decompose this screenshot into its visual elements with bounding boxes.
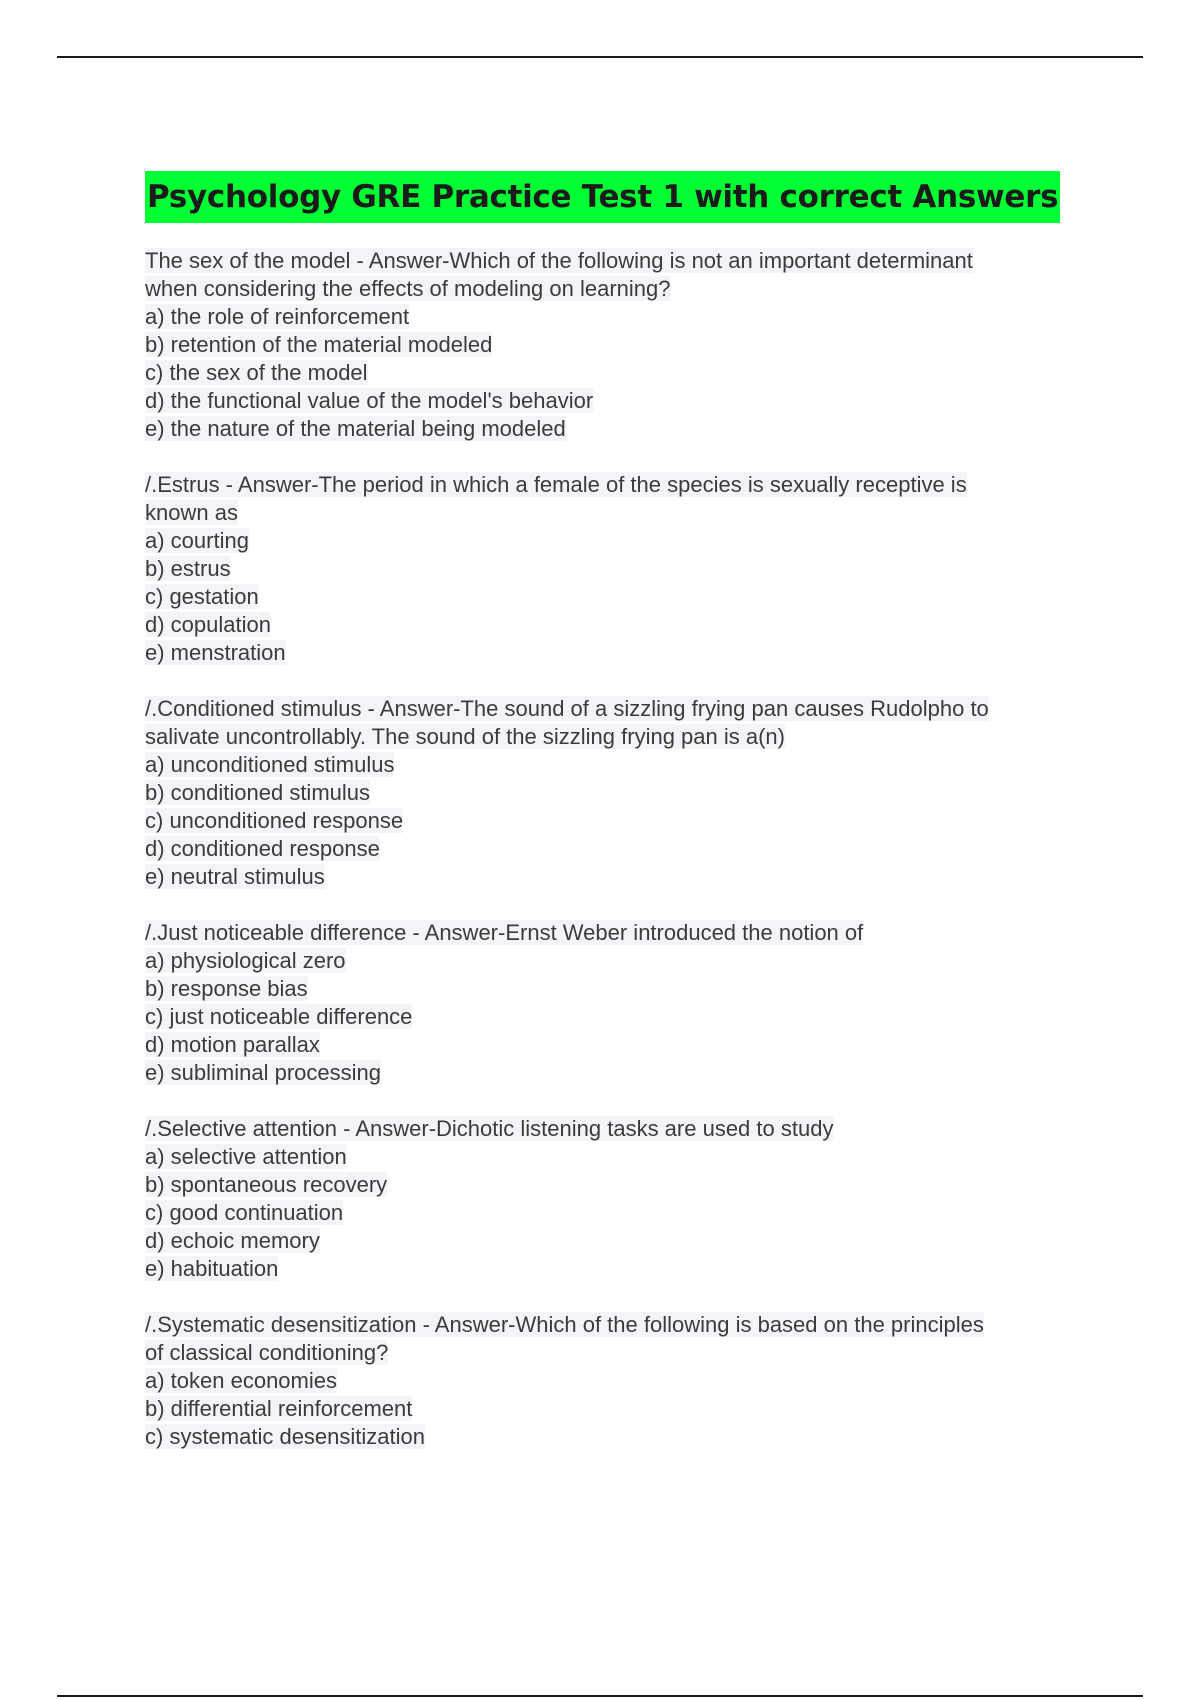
answer-option-text: e) habituation	[145, 1256, 279, 1281]
question-list	[145, 247, 1085, 1451]
answer-option	[145, 807, 1085, 835]
answer-option	[145, 1199, 1085, 1227]
question-text-line	[145, 471, 1085, 499]
answer-option-text: a) unconditioned stimulus	[145, 752, 395, 777]
answer-option	[145, 863, 1085, 891]
answer-option-text: b) response bias	[145, 976, 308, 1001]
answer-option-text: a) physiological zero	[145, 948, 346, 973]
answer-option	[145, 1423, 1085, 1451]
answer-option-text: b) differential reinforcement	[145, 1396, 413, 1421]
answer-option	[145, 975, 1085, 1003]
answer-option-text: a) selective attention	[145, 1144, 347, 1169]
answer-option-text: c) systematic desensitization	[145, 1424, 425, 1449]
question-text-line	[145, 723, 1085, 751]
answer-option-text: b) estrus	[145, 556, 231, 581]
answer-option-text: c) good continuation	[145, 1200, 344, 1225]
answer-option-text: c) just noticeable difference	[145, 1004, 413, 1029]
question-text-line	[145, 499, 1085, 527]
question-text-line	[145, 695, 1085, 723]
question-text-line	[145, 1115, 1085, 1143]
answer-option	[145, 1255, 1085, 1283]
question-text: The sex of the model - Answer-Which of the following is not an important determinant	[145, 248, 973, 273]
answer-option	[145, 1031, 1085, 1059]
document-body	[145, 171, 1085, 1479]
answer-option	[145, 1367, 1085, 1395]
question-text: /.Just noticeable difference - Answer-Ernst Weber introduced the notion of	[145, 920, 864, 945]
question-text-line	[145, 919, 1085, 947]
answer-option-text: d) conditioned response	[145, 836, 380, 861]
question-text: when considering the effects of modeling on learning?	[145, 276, 671, 301]
answer-option-text: c) unconditioned response	[145, 808, 404, 833]
answer-option	[145, 947, 1085, 975]
question-text: salivate uncontrollably. The sound of the sizzling frying pan is a(n)	[145, 724, 785, 749]
answer-option-text: a) token economies	[145, 1368, 337, 1393]
answer-option-text: b) spontaneous recovery	[145, 1172, 388, 1197]
question-block	[145, 1311, 1085, 1451]
answer-option	[145, 779, 1085, 807]
answer-option	[145, 1171, 1085, 1199]
answer-option	[145, 751, 1085, 779]
answer-option-text: a) the role of reinforcement	[145, 304, 410, 329]
answer-option	[145, 331, 1085, 359]
answer-option	[145, 415, 1085, 443]
answer-option	[145, 611, 1085, 639]
answer-option	[145, 639, 1085, 667]
question-block	[145, 247, 1085, 443]
question-block	[145, 471, 1085, 667]
answer-option-text: d) echoic memory	[145, 1228, 320, 1253]
answer-option-text: b) retention of the material modeled	[145, 332, 493, 357]
answer-option-text: c) gestation	[145, 584, 259, 609]
question-block	[145, 1115, 1085, 1283]
answer-option	[145, 303, 1085, 331]
answer-option-text: d) the functional value of the model's behavior	[145, 388, 594, 413]
question-text: of classical conditioning?	[145, 1340, 389, 1365]
question-text-line	[145, 247, 1085, 275]
question-text: /.Conditioned stimulus - Answer-The sound of a sizzling frying pan causes Rudolpho to	[145, 696, 989, 721]
answer-option	[145, 1227, 1085, 1255]
answer-option	[145, 1059, 1085, 1087]
question-block	[145, 695, 1085, 891]
question-block	[145, 919, 1085, 1087]
question-text: /.Estrus - Answer-The period in which a female of the species is sexually receptive is	[145, 472, 967, 497]
answer-option	[145, 387, 1085, 415]
question-text: /.Selective attention - Answer-Dichotic listening tasks are used to study	[145, 1116, 834, 1141]
question-text: known as	[145, 500, 238, 525]
answer-option-text: e) neutral stimulus	[145, 864, 325, 889]
answer-option	[145, 583, 1085, 611]
answer-option	[145, 1395, 1085, 1423]
answer-option-text: b) conditioned stimulus	[145, 780, 371, 805]
answer-option-text: c) the sex of the model	[145, 360, 368, 385]
answer-option	[145, 1143, 1085, 1171]
answer-option-text: e) the nature of the material being modeled	[145, 416, 566, 441]
answer-option-text: a) courting	[145, 528, 249, 553]
question-text-line	[145, 275, 1085, 303]
answer-option	[145, 527, 1085, 555]
question-text: /.Systematic desensitization - Answer-Which of the following is based on the principles	[145, 1312, 984, 1337]
answer-option	[145, 555, 1085, 583]
answer-option-text: e) menstration	[145, 640, 286, 665]
top-rule	[57, 56, 1143, 58]
answer-option-text: d) copulation	[145, 612, 271, 637]
answer-option	[145, 359, 1085, 387]
document-title: Psychology GRE Practice Test 1 with correct Answers	[145, 171, 1060, 223]
question-text-line	[145, 1339, 1085, 1367]
answer-option-text: e) subliminal processing	[145, 1060, 381, 1085]
answer-option	[145, 1003, 1085, 1031]
answer-option	[145, 835, 1085, 863]
question-text-line	[145, 1311, 1085, 1339]
answer-option-text: d) motion parallax	[145, 1032, 320, 1057]
bottom-rule	[57, 1695, 1143, 1697]
